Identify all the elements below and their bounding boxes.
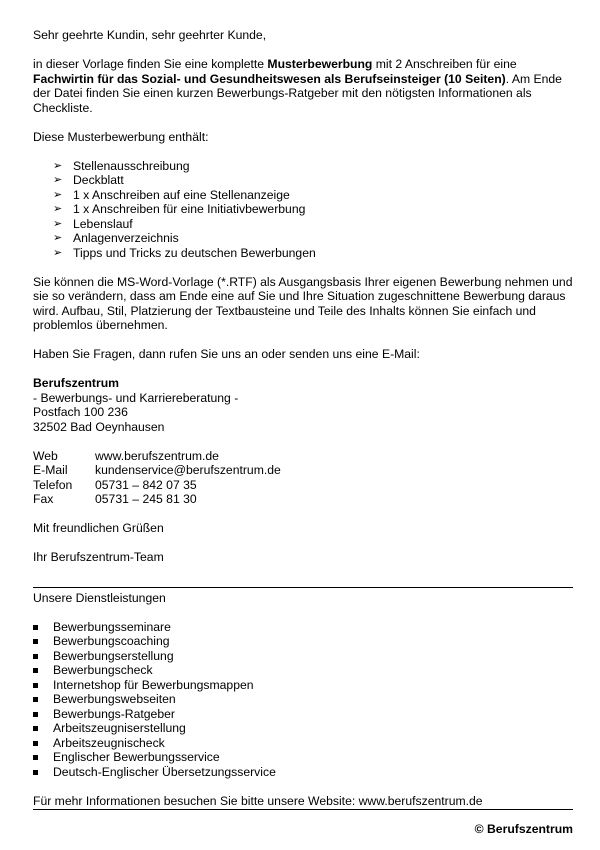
list-item: Bewerbungswebseiten [33,692,573,707]
company-postbox: Postfach 100 236 [33,405,128,419]
square-bullet-icon [33,755,38,760]
footer-text: Für mehr Informationen besuchen Sie bitte unsere Website: www.berufszentrum.de [33,793,483,808]
intro-bold-1: Musterbewerbung [267,57,373,71]
list-item: Bewerbungserstellung [33,649,573,664]
square-bullet-icon [33,625,38,630]
intro-text-3: . Am Ende der Datei finden Sie einen kurzen Bewerbungs-Ratgeber mit den nötigsten Informationen als Checkliste. [33,71,562,115]
intro-paragraph [33,57,573,115]
arrow-bullet-icon: ➢ [53,159,63,172]
phone-value: 05731 – 842 07 35 [95,477,197,492]
arrow-bullet-icon: ➢ [53,203,63,215]
services-heading: Unsere Dienstleistungen [33,590,166,605]
square-bullet-icon [33,639,38,644]
list-item: Bewerbungsseminare [33,620,573,635]
arrow-bullet-icon: ➢ [53,217,63,230]
web-link[interactable]: www.berufszentrum.de [95,448,219,463]
list-item: ➢ Stellenausschreibung [53,158,190,173]
closing: Mit freundlichen Grüßen [33,521,164,535]
email-link[interactable]: kundenservice@berufszentrum.de [95,463,281,477]
list-item: ➢ 1 x Anschreiben für eine Initiativbewerbung [53,202,306,216]
list-item: ➢ Anlagenverzeichnis [53,231,179,245]
list-item: Arbeitszeugniserstellung [33,721,573,736]
contents-list [33,159,573,261]
usage-paragraph: Sie können die MS-Word-Vorlage (*.RTF) als Ausgangsbasis Ihrer eigenen Bewerbung nehmen und sie so verändern, dass am Ende eine auf Sie und Ihre Situation zugeschnittene Bewerbung daraus wird. Aufbau, Stil, Platzierung der Textbausteine und Teile des Inhalts können Sie einfach und problemlos übernehmen. [33,274,573,332]
list-item: ➢ Lebenslauf [53,216,133,231]
square-bullet-icon [33,697,38,702]
signature: Ihr Berufszentrum-Team [33,550,164,564]
arrow-bullet-icon: ➢ [53,188,63,201]
square-bullet-icon [33,683,38,688]
list-item: Arbeitszeugnischeck [33,736,573,751]
contents-heading: Diese Musterbewerbung enthält: [33,129,209,144]
questions-paragraph: Haben Sie Fragen, dann rufen Sie uns an oder senden uns eine E-Mail: [33,347,420,361]
list-item: Bewerbungscoaching [33,634,573,649]
services-list [33,620,573,780]
company-name: Berufszentrum [33,376,120,390]
contact-row-web: Web www.berufszentrum.de [33,448,219,463]
intro-text-1: in dieser Vorlage finden Sie eine komplette [33,57,268,71]
square-bullet-icon [33,741,38,746]
list-item: Deutsch-Englischer Übersetzungsservice [33,765,573,780]
arrow-bullet-icon: ➢ [53,246,63,259]
contact-block [33,449,573,507]
square-bullet-icon [33,726,38,731]
arrow-bullet-icon: ➢ [53,232,63,244]
square-bullet-icon [33,712,38,717]
company-city: 32502 Bad Oeynhausen [33,419,165,434]
intro-text-2: mit 2 Anschreiben für eine [372,57,517,71]
square-bullet-icon [33,654,38,659]
list-item: ➢ 1 x Anschreiben auf eine Stellenanzeige [53,187,290,202]
square-bullet-icon [33,668,38,673]
list-item: Englischer Bewerbungsservice [33,750,573,765]
list-item: Bewerbungscheck [33,663,573,678]
fax-value: 05731 – 245 81 30 [95,492,197,506]
contact-row-email: E-Mail kundenservice@berufszentrum.de [33,463,281,477]
list-item: ➢ Deckblatt [53,173,124,187]
document-page [33,28,573,837]
contact-row-fax: Fax 05731 – 245 81 30 [33,492,197,506]
salutation: Sehr geehrte Kundin, sehr geehrter Kunde, [33,28,267,42]
intro-bold-2: Fachwirtin für das Sozial- und Gesundheitswesen als Berufseinsteiger (10 Seiten) [33,71,506,86]
contact-row-phone: Telefon 05731 – 842 07 35 [33,477,197,492]
list-item: ➢ Tipps und Tricks zu deutschen Bewerbungen [53,245,316,260]
company-tagline: - Bewerbungs- und Karriereberatung - [33,390,239,405]
square-bullet-icon [33,770,38,775]
arrow-bullet-icon: ➢ [53,174,63,186]
divider [33,587,573,588]
list-item: Bewerbungs-Ratgeber [33,707,573,722]
copyright: © Berufszentrum [474,822,573,836]
list-item: Internetshop für Bewerbungsmappen [33,678,573,693]
